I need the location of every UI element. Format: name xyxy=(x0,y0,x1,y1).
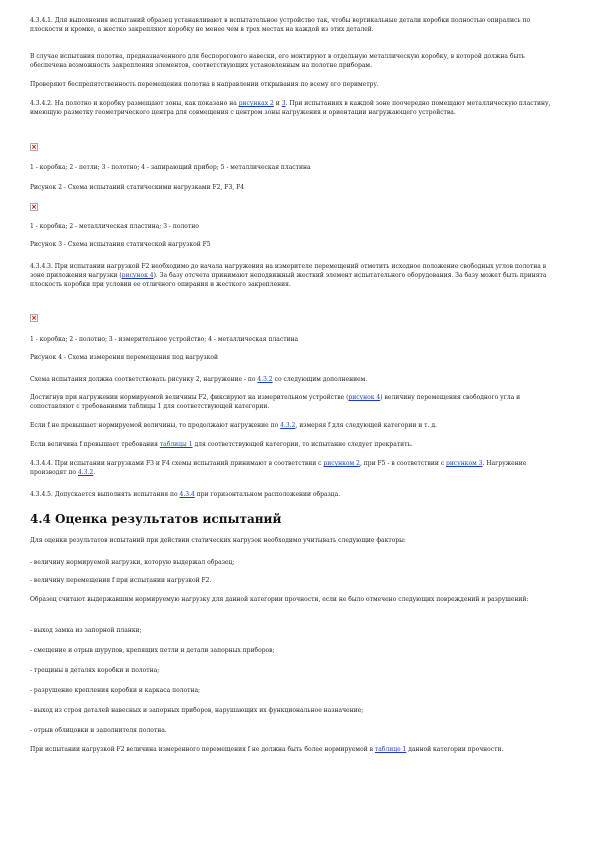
link-figure-2[interactable]: рисунках 2 xyxy=(238,100,274,107)
paragraph-passed-criteria: Образец считают выдержавшим нормируемую нагрузку для данной категории прочности, если не было отмечено следующих повреждений и разрушений: xyxy=(30,596,529,603)
link-figure-3[interactable]: 3 xyxy=(281,100,286,107)
figure-2-caption: Рисунок 2 - Схема испытаний статическими нагрузками F2, F3, F4 xyxy=(30,184,245,191)
paragraph-f-not-exceed: Если f не превышает нормируемой величины, то продолжают нагружение по 4.3.2, измеряя f для следующей категории и т. д. xyxy=(30,422,437,429)
paragraph-f-exceeds: Если величина f превышает требования таблицы 1 для соответствующей категории, то испытание следует прекратить. xyxy=(30,441,413,448)
section-heading-4-4: 4.4 Оценка результатов испытаний xyxy=(30,512,282,526)
list-item: - разрушение крепления коробки и каркаса полотна; xyxy=(30,687,201,694)
list-item: - величину нормируемой нагрузки, которую выдержал образец; xyxy=(30,559,235,566)
link-table-1[interactable]: таблице 1 xyxy=(374,746,407,753)
paragraph-evaluation-factors: Для оценки результатов испытаний при действии статических нагрузок необходимо учитывать следующие факторы: xyxy=(30,537,406,544)
broken-image-icon: × xyxy=(31,314,37,322)
link-section-4-3-2[interactable]: 4.3.2 xyxy=(77,469,94,476)
link-section-4-3-2[interactable]: 4.3.2 xyxy=(280,422,296,429)
broken-image-icon: × xyxy=(31,143,37,151)
link-figure-4[interactable]: рисунок 4 xyxy=(121,272,154,279)
list-item: - трещины в деталях коробки и полотна; xyxy=(30,667,160,674)
paragraph-4-3-4-1: 4.3.4.1. Для выполнения испытаний образец устанавливают в испытательное устройство так, чтобы вертикальные детали коробки полностью опирались по плоскости и кромке, а жестко закрепляют коробку не менее чем в трех местах на каждой из этих деталей. xyxy=(30,17,531,33)
paragraph-check-movement: Проверяют беспрепятственность перемещения полотна в направлении открывания по всему его периметру. xyxy=(30,81,379,88)
paragraph-4-3-4-4: 4.3.4.4. При испытании нагрузками F3 и F4 схемы испытаний принимают в соответствии с рисунком 2, при F5 - в соответствии с рисунком 3. Нагружение производят по 4.3.2. xyxy=(30,460,527,476)
paragraph-4-3-4-2: 4.3.4.2. На полотно и коробку размещают зоны, как показано на рисунках 2 и 3. При испытаниях в каждой зоне поочередно помещают металлическую пластину, имеющую разметку геометрического центра для совмещения с центром зоны нагружения и ориентации нагружающего устройства. xyxy=(30,100,551,116)
link-figure-4[interactable]: рисунок 4 xyxy=(348,394,381,401)
link-section-4-3-2[interactable]: 4.3.2 xyxy=(257,376,273,383)
link-section-4-3-4[interactable]: 4.3.4 xyxy=(179,491,195,498)
link-table-1[interactable]: таблицы 1 xyxy=(159,441,193,448)
list-item: - выход замка из запорной планки; xyxy=(30,627,142,634)
broken-image-icon: × xyxy=(31,203,37,211)
list-item: - смещение и отрыв шурупов, крепящих петли и детали запорных приборов; xyxy=(30,647,275,654)
paragraph-test-scheme: Схема испытания должна соответствовать рисунку 2, нагружение - по 4.3.2 со следующим дополнением. xyxy=(30,376,368,383)
list-item: - отрыв облицовки и заполнителя полотна. xyxy=(30,727,167,734)
figure-4-legend: 1 - коробка; 2 - полотно; 3 - измерительное устройство; 4 - металлическая пластина xyxy=(30,336,299,343)
paragraph-f2-displacement: При испытании нагрузкой F2 величина измеренного перемещения f не должна быть более нормируемой в таблице 1 данной категории прочности. xyxy=(30,746,504,753)
paragraph-4-3-4-5: 4.3.4.5. Допускается выполнять испытания по 4.3.4 при горизонтальном расположении образца. xyxy=(30,491,341,498)
paragraph-reaching-f2: Достигнув при нагружении нормируемой величины F2, фиксируют на измерительном устройстве (рисунок 4) величину перемещения свободного угла и сопоставляют с требованиями таблицы 1 для соответствующей категории. xyxy=(30,394,521,410)
figure-2-legend: 1 - коробка; 2 - петли; 3 - полотно; 4 - запирающий прибор; 5 - металлическая пластина xyxy=(30,164,311,171)
figure-4-caption: Рисунок 4 - Схема измерения перемещения под нагрузкой xyxy=(30,354,219,361)
link-figure-3[interactable]: рисунком 3 xyxy=(446,460,483,467)
list-item: - величину перемещения f при испытании нагрузкой F2. xyxy=(30,577,212,584)
link-figure-2[interactable]: рисунком 2 xyxy=(323,460,360,467)
list-item: - выход из строя деталей навесных и запорных приборов, нарушающих их функциональное назначение; xyxy=(30,707,364,714)
figure-3-legend: 1 - коробка; 2 - металлическая пластина; 3 - полотно xyxy=(30,223,199,230)
paragraph-threshold-free: В случае испытания полотна, предназначенного для беспорогового навески, его монтируют в отдельную металлическую коробку, в которой должна быть обеспечена возможность закрепления элементов, соответствующих установленным на полотне приборам. xyxy=(30,53,525,69)
paragraph-4-3-4-3: 4.3.4.3. При испытании нагрузкой F2 необходимо до начала нагружения на измерителе перемещений отметить исходное положение свободных углов полотна в зоне приложения нагрузки (рисунок 4). За базу отсчета принимают неподвижный жесткий элемент испытательного оборудования. За базу может быть принята плоскость коробки при условии ее отличного опирания и жесткого закрепления. xyxy=(30,263,547,288)
figure-3-caption: Рисунок 3 - Схема испытания статической нагрузкой F5 xyxy=(30,241,211,248)
